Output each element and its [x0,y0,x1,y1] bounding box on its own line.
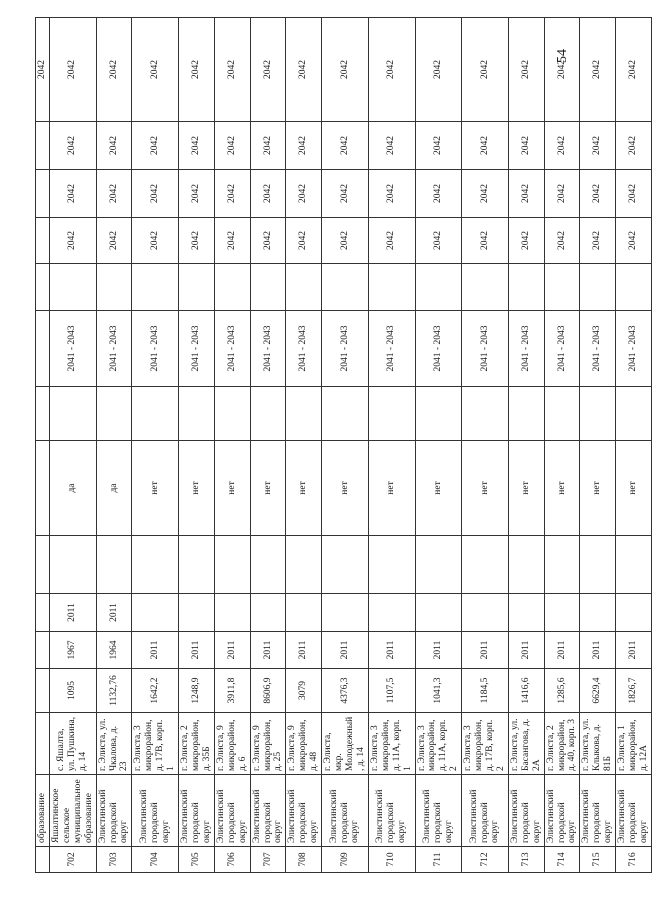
cell-municipality: Элистинский городской округ [415,775,462,847]
cell-year-e: 2042 [462,18,509,122]
cell-year-c: 2042 [179,170,215,218]
cell-gas: нет [415,441,462,536]
cell-period: 2041 - 2043 [286,311,322,387]
cell-address: г. Элиста, 9 микрорайон, д. 6 [214,713,250,775]
cell-period: 2041 - 2043 [49,311,96,387]
cell-year-b: 2042 [462,218,509,264]
cell-year-repair: 2011 [96,594,132,632]
cell-empty [368,536,415,594]
cell-empty [508,387,544,441]
cell-year-d: 2042 [580,122,616,170]
cell-gas: нет [544,441,580,536]
cell-period: 2041 - 2043 [250,311,286,387]
cell-municipality: Элистинский городской округ [368,775,415,847]
cell-address: с. Яшалта, ул. Пушкина, д. 14 [49,713,96,775]
table-row [179,18,215,873]
cell-municipality: Элистинский городской округ [544,775,580,847]
cell-year-e: 2042 [415,18,462,122]
table-row [286,18,322,873]
cell-year-b: 2042 [179,218,215,264]
cell-year-d: 2042 [462,122,509,170]
cell-period: 2041 - 2043 [322,311,369,387]
cell-period: 2041 - 2043 [214,311,250,387]
cell-municipality: Элистинский городской округ [132,775,179,847]
cell-year-e: 2042 [250,18,286,122]
cell-year-repair [616,594,652,632]
cell-period: 2041 - 2043 [462,311,509,387]
cell-area: 1642,2 [132,669,179,713]
cell-municipality: Элистинский городской округ [286,775,322,847]
table-row [508,18,544,873]
cell-number: 709 [322,847,369,873]
cell-empty [96,536,132,594]
cell-number: 702 [49,847,96,873]
cell-gas: нет [286,441,322,536]
cell-year-a [49,264,96,311]
cell-year-d: 2042 [508,122,544,170]
cell-year-repair [368,594,415,632]
cell-year-a [580,264,616,311]
cell-year-e: 2042 [179,18,215,122]
cell-area: 1132,76 [96,669,132,713]
cell-year-a [286,264,322,311]
table-row [368,18,415,873]
cell-num [36,847,50,873]
cell-municipality: Элистинский городской округ [580,775,616,847]
cell-number: 704 [132,847,179,873]
cell-year-repair [250,594,286,632]
cell-year-a [322,264,369,311]
cell-period: 2041 - 2043 [132,311,179,387]
cell-empty [580,387,616,441]
cell-address: г. Элиста, 3 микрорайон, д. 11А, корп. 2 [415,713,462,775]
cell-address: г. Элиста, мкр. Молодежный, д. 14 [322,713,369,775]
cell-period: 2041 - 2043 [544,311,580,387]
header-row [36,18,50,873]
cell-year-built: 1967 [49,632,96,669]
cell-year-built: 1964 [96,632,132,669]
cell-address: г. Элиста, 2 микрорайон, д. 40, корп. 3 [544,713,580,775]
cell-municipality: Элистинский городской округ [616,775,652,847]
cell-year-a [544,264,580,311]
cell-area: 1285,6 [544,669,580,713]
cell-number: 706 [214,847,250,873]
cell-year-b: 2042 [322,218,369,264]
cell-empty [368,387,415,441]
cell-empty [616,536,652,594]
cell-year-a [368,264,415,311]
cell-year-e: 2042 [580,18,616,122]
cell-municipality: Яшалтинское сельское муниципальное образование [49,775,96,847]
cell-address: г. Элиста, 9 микрорайон, д. 25 [250,713,286,775]
cell-municipality: Элистинский городской округ [96,775,132,847]
table-row [214,18,250,873]
cell-year-repair: 2011 [49,594,96,632]
cell-gas: да [49,441,96,536]
cell-number: 716 [616,847,652,873]
cell-gas: нет [250,441,286,536]
cell-year-d: 2042 [286,122,322,170]
cell-municipality: Элистинский городской округ [462,775,509,847]
cell-year-d: 2042 [49,122,96,170]
cell-gas: нет [508,441,544,536]
cell-year-e: 2042 [544,18,580,122]
cell-gas: нет [616,441,652,536]
cell-municipality: Элистинский городской округ [322,775,369,847]
cell-year-a [250,264,286,311]
cell-gas: да [96,441,132,536]
cell-number: 715 [580,847,616,873]
cell-year-b: 2042 [214,218,250,264]
cell-year-b: 2042 [286,218,322,264]
cell-year-d: 2042 [214,122,250,170]
cell-number: 707 [250,847,286,873]
cell-area: 8606,9 [250,669,286,713]
cell-year-repair [322,594,369,632]
table-row [544,18,580,873]
cell-year-a [462,264,509,311]
cell-number: 714 [544,847,580,873]
cell-year-d: 2042 [616,122,652,170]
cell-municipality: Элистинский городской округ [508,775,544,847]
cell-empty [322,536,369,594]
cell-empty [49,387,96,441]
cell-year-c: 2042 [616,170,652,218]
cell-area: 1184,5 [462,669,509,713]
cell-address: г. Элиста, ул. Басангова, д. 2А [508,713,544,775]
cell-area: 4376,3 [322,669,369,713]
cell-year-e: 2042 [49,18,96,122]
cell-year-built: 2011 [462,632,509,669]
cell-address: г. Элиста, 2 микрорайон, д. 35Б [179,713,215,775]
register-table [35,17,652,873]
cell-period: 2041 - 2043 [616,311,652,387]
cell-year-a [508,264,544,311]
cell-gas: нет [462,441,509,536]
cell-year-a [415,264,462,311]
cell-gas: нет [214,441,250,536]
cell-year-repair [179,594,215,632]
cell-gas: нет [322,441,369,536]
table-row [322,18,369,873]
cell-year-d: 2042 [132,122,179,170]
cell-empty [132,387,179,441]
cell-period: 2041 - 2043 [179,311,215,387]
cell-period: 2041 - 2043 [508,311,544,387]
cell-year-b: 2042 [132,218,179,264]
cell-year-c: 2042 [508,170,544,218]
cell-address: г. Элиста, 3 микрорайон, д. 11А, корп. 1 [368,713,415,775]
cell-year-b: 2042 [250,218,286,264]
table-row [250,18,286,873]
cell-year-e: 2042 [286,18,322,122]
cell-municipality: Элистинский городской округ [250,775,286,847]
cell-year-c: 2042 [286,170,322,218]
cell-empty [132,536,179,594]
table-row [580,18,616,873]
table-row [616,18,652,873]
cell-year-repair [132,594,179,632]
cell-year-b: 2042 [508,218,544,264]
cell-year-c: 2042 [322,170,369,218]
cell-period: 2041 - 2043 [580,311,616,387]
cell-year-built: 2011 [322,632,369,669]
cell-year-a [179,264,215,311]
cell-empty [544,387,580,441]
cell-year-d: 2042 [250,122,286,170]
cell-period: 2041 - 2043 [368,311,415,387]
cell-year-a [616,264,652,311]
cell-year-d: 2042 [179,122,215,170]
cell-address: г. Элиста, 1 микрорайон, д. 12А [616,713,652,775]
cell-year-built: 2011 [132,632,179,669]
cell-year-b: 2042 [96,218,132,264]
cell-year-c: 2042 [214,170,250,218]
cell-area: 1826,7 [616,669,652,713]
cell-empty [214,536,250,594]
cell-year-c: 2042 [415,170,462,218]
cell-year-e: 2042 [322,18,369,122]
cell-year-built: 2011 [616,632,652,669]
cell-area: 1107,5 [368,669,415,713]
cell-municipality: Элистинский городской округ [214,775,250,847]
cell-year-a [132,264,179,311]
cell-year-repair [544,594,580,632]
cell-number: 713 [508,847,544,873]
cell-area: 3911,8 [214,669,250,713]
table-row [462,18,509,873]
cell-number: 708 [286,847,322,873]
cell-year-d: 2042 [544,122,580,170]
cell-year-c: 2042 [580,170,616,218]
cell-year-d: 2042 [368,122,415,170]
cell-year-built: 2011 [368,632,415,669]
cell-empty [415,387,462,441]
cell-year-e: 2042 [96,18,132,122]
cell-year-d: 2042 [415,122,462,170]
cell-year-e: 2042 [616,18,652,122]
cell-year-d: 2042 [96,122,132,170]
cell-number: 703 [96,847,132,873]
cell-year-built: 2011 [508,632,544,669]
cell-empty [544,536,580,594]
cell-area: 1041,3 [415,669,462,713]
table-row [49,18,96,873]
cell-empty [616,387,652,441]
cell-address: г. Элиста, 3 микрорайон, д. 17В, корп. 2 [462,713,509,775]
cell-address: г. Элиста, ул. Чкалова, д. 23 [96,713,132,775]
cell-empty [286,536,322,594]
cell-empty [179,536,215,594]
cell-year-e: 2042 [508,18,544,122]
table-row [415,18,462,873]
cell-header-last: 2042 [36,18,50,122]
cell-year-c: 2042 [96,170,132,218]
cell-number: 711 [415,847,462,873]
cell-empty [214,387,250,441]
cell-empty [286,387,322,441]
cell-empty [250,536,286,594]
cell-empty [96,387,132,441]
cell-empty [250,387,286,441]
cell-empty [322,387,369,441]
cell-year-e: 2042 [132,18,179,122]
cell-gas: нет [368,441,415,536]
cell-year-e: 2042 [368,18,415,122]
cell-area: 1416,6 [508,669,544,713]
cell-area: 1095 [49,669,96,713]
cell-area: 6629,4 [580,669,616,713]
cell-year-b: 2042 [368,218,415,264]
cell-period: 2041 - 2043 [96,311,132,387]
cell-empty [580,536,616,594]
cell-address: г. Элиста, ул. Клыкова, д. 81Б [580,713,616,775]
cell-empty [508,536,544,594]
cell-year-repair [580,594,616,632]
cell-empty [49,536,96,594]
cell-number: 705 [179,847,215,873]
cell-year-repair [462,594,509,632]
cell-year-built: 2011 [250,632,286,669]
cell-year-repair [415,594,462,632]
table-row [96,18,132,873]
cell-gas: нет [580,441,616,536]
cell-empty [179,387,215,441]
page-number: 54 [555,49,570,63]
cell-empty [462,387,509,441]
cell-gas: нет [132,441,179,536]
cell-year-repair [508,594,544,632]
cell-area: 1248,9 [179,669,215,713]
cell-year-repair [286,594,322,632]
cell-year-d: 2042 [322,122,369,170]
cell-year-a [214,264,250,311]
cell-year-built: 2011 [415,632,462,669]
cell-address: г. Элиста, 3 микрорайон, д. 17В, корп. 1 [132,713,179,775]
cell-address: г. Элиста, 9 микрорайон, д. 48 [286,713,322,775]
cell-gas: нет [179,441,215,536]
cell-number: 712 [462,847,509,873]
cell-year-built: 2011 [179,632,215,669]
cell-area: 3079 [286,669,322,713]
cell-year-built: 2011 [286,632,322,669]
cell-year-b: 2042 [580,218,616,264]
cell-year-built: 2011 [214,632,250,669]
cell-year-c: 2042 [544,170,580,218]
cell-year-e: 2042 [214,18,250,122]
cell-municipality: Элистинский городской округ [179,775,215,847]
cell-year-b: 2042 [544,218,580,264]
table-row [132,18,179,873]
cell-year-b: 2042 [616,218,652,264]
document-table-rotated [35,18,650,873]
cell-empty [415,536,462,594]
cell-year-repair [214,594,250,632]
cell-year-c: 2042 [368,170,415,218]
cell-year-b: 2042 [49,218,96,264]
cell-year-built: 2011 [580,632,616,669]
cell-year-b: 2042 [415,218,462,264]
cell-year-c: 2042 [49,170,96,218]
cell-year-c: 2042 [132,170,179,218]
cell-year-a [96,264,132,311]
cell-number: 710 [368,847,415,873]
cell-empty [462,536,509,594]
cell-year-c: 2042 [250,170,286,218]
cell-period: 2041 - 2043 [415,311,462,387]
cell-year-c: 2042 [462,170,509,218]
cell-header-mo: образование [36,775,50,847]
cell-year-built: 2011 [544,632,580,669]
